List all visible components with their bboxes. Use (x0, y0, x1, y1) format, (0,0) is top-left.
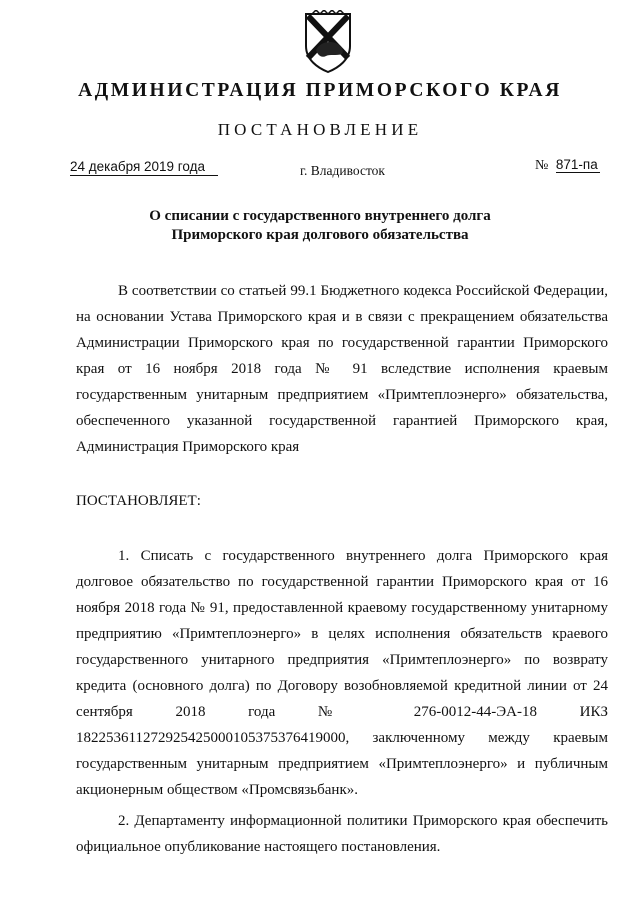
document-date: 24 декабря 2019 года (70, 159, 218, 176)
document-city: г. Владивосток (300, 163, 385, 178)
organization-title: АДМИНИСТРАЦИЯ ПРИМОРСКОГО КРАЯ (78, 80, 562, 101)
coat-of-arms-icon (302, 10, 354, 74)
document-number (535, 157, 600, 174)
number-value: 871-па (556, 157, 600, 173)
item-1-paragraph: 1. Списать с государственного внутреннего долга Приморского края долговое обязательство по государственной гарантии Приморского края от 16 ноября 2018 года № 91, предоставленной краевому государственному унитарному предприятию «Примтеплоэнерго» в целях исполнения обязательств краевого государственного унитарного предприятия «Примтеплоэнерго» по возврату кредита (основного долга) по Договору возобновляемой кредитной линии от 24 сентября 2018 года № 276-0012-44-ЭА-18 ИКЗ 182253611272925425000105375376419000, заключенному между краевым государственным унитарным предприятием «Примтеплоэнерго» и публичным акционерным обществом «Промсвязьбанк». (76, 548, 608, 798)
decree-word: ПОСТАНОВЛЯЕТ: (76, 493, 201, 509)
number-symbol: № (535, 158, 549, 173)
subject-line-2: Приморского края долгового обязательства (171, 227, 469, 243)
preamble-paragraph: В соответствии со статьей 99.1 Бюджетного кодекса Российской Федерации, на основании Устава Приморского края и в связи с прекращением обязательства Администрации Приморского края по государственной гарантии Приморского края от 16 ноября 2018 года № 91 вследствие исполнения краевым государственным унитарным предприятием «Примтеплоэнерго» обязательства, обеспеченного указанной государственной гарантией Приморского края, Администрация Приморского края (76, 283, 608, 455)
document-subject (0, 207, 640, 245)
item-2-paragraph: 2. Департаменту информационной политики Приморского края обеспечить официальное опубликование настоящего постановления. (76, 813, 608, 855)
subject-line-1: О списании с государственного внутреннего долга (149, 208, 491, 224)
document-type: ПОСТАНОВЛЕНИЕ (217, 120, 423, 139)
